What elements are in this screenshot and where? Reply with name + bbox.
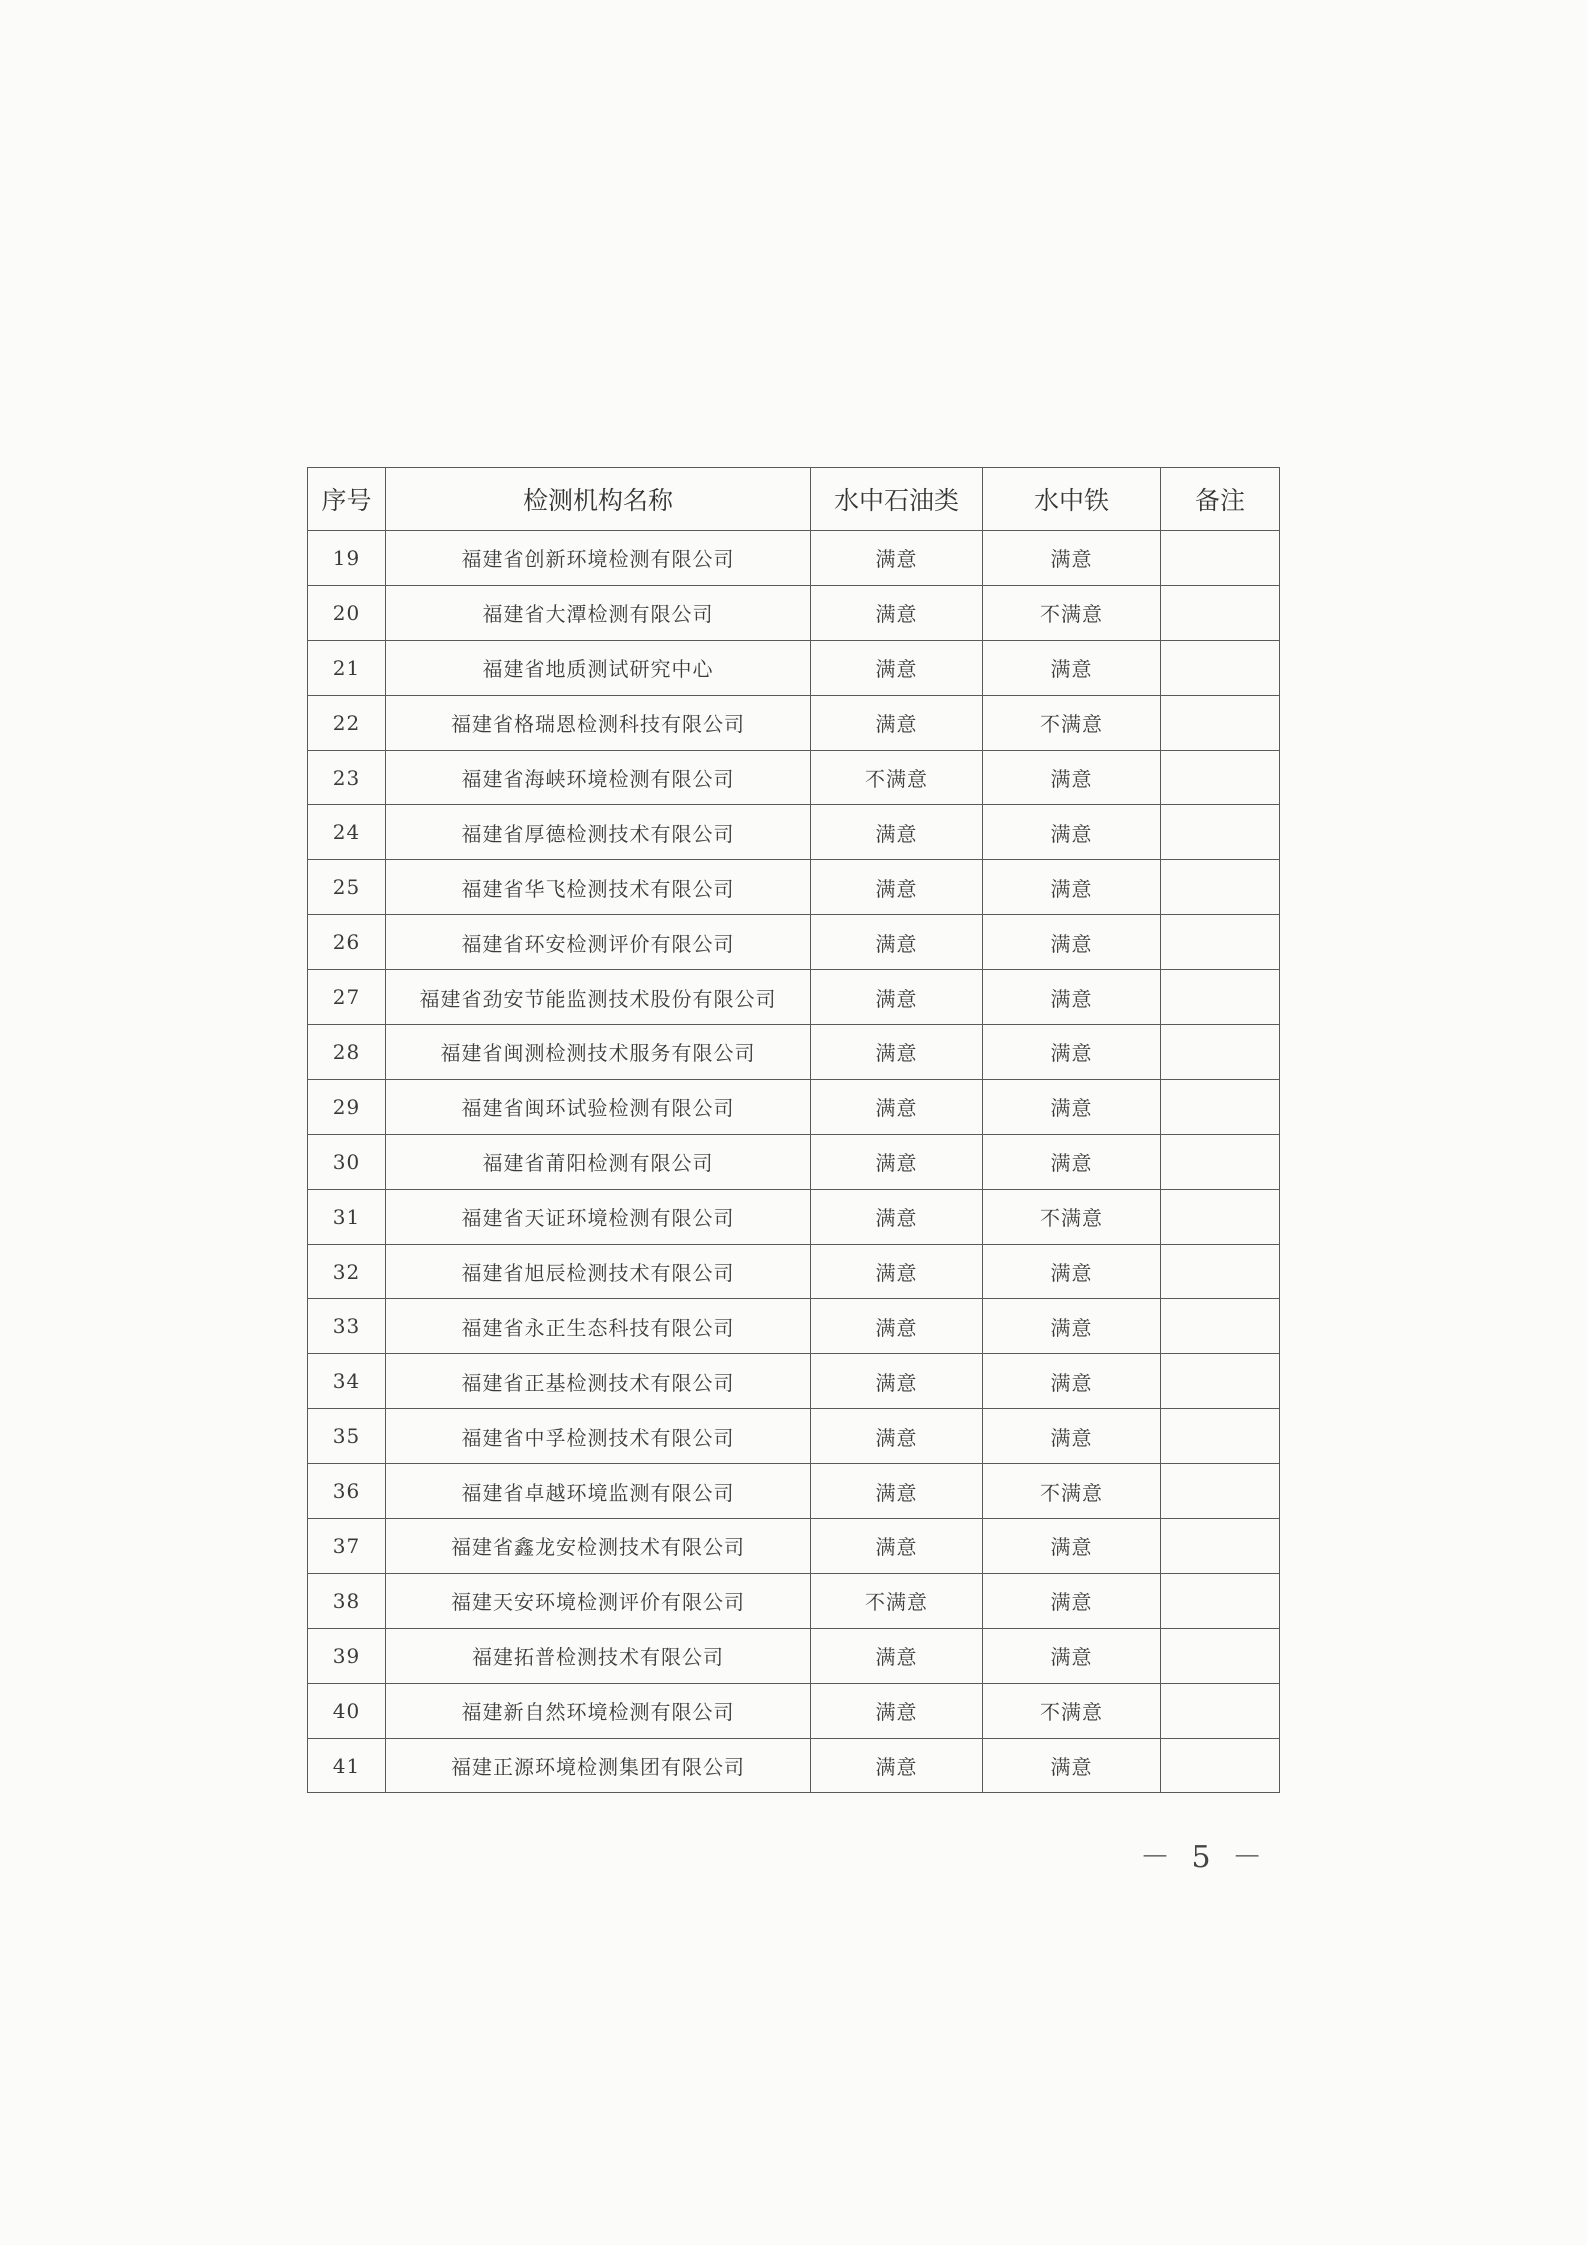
cell-remark xyxy=(1161,970,1280,1025)
table-row xyxy=(308,1299,1280,1354)
cell-seq: 38 xyxy=(308,1573,386,1628)
cell-iron-result: 满意 xyxy=(983,640,1161,695)
table-row xyxy=(308,1025,1280,1080)
cell-iron-result: 满意 xyxy=(983,1244,1161,1299)
cell-oil-result: 满意 xyxy=(811,805,983,860)
cell-institution-name: 福建正源环境检测集团有限公司 xyxy=(386,1738,811,1793)
cell-oil-result: 满意 xyxy=(811,970,983,1025)
cell-remark xyxy=(1161,1409,1280,1464)
cell-seq: 32 xyxy=(308,1244,386,1299)
table-row xyxy=(308,1409,1280,1464)
cell-seq: 24 xyxy=(308,805,386,860)
table-row xyxy=(308,1683,1280,1738)
cell-remark xyxy=(1161,1134,1280,1189)
cell-iron-result: 满意 xyxy=(983,1299,1161,1354)
cell-oil-result: 满意 xyxy=(811,1628,983,1683)
cell-remark xyxy=(1161,1079,1280,1134)
table-row xyxy=(308,1189,1280,1244)
cell-institution-name: 福建省地质测试研究中心 xyxy=(386,640,811,695)
cell-seq: 30 xyxy=(308,1134,386,1189)
cell-institution-name: 福建省天证环境检测有限公司 xyxy=(386,1189,811,1244)
cell-seq: 34 xyxy=(308,1354,386,1409)
page-number: － 5 － xyxy=(1140,1840,1269,1875)
cell-institution-name: 福建省格瑞恩检测科技有限公司 xyxy=(386,695,811,750)
cell-oil-result: 满意 xyxy=(811,1683,983,1738)
cell-iron-result: 不满意 xyxy=(983,585,1161,640)
cell-remark xyxy=(1161,695,1280,750)
cell-seq: 28 xyxy=(308,1025,386,1080)
cell-seq: 25 xyxy=(308,860,386,915)
cell-remark xyxy=(1161,915,1280,970)
table-row xyxy=(308,695,1280,750)
cell-iron-result: 满意 xyxy=(983,1738,1161,1793)
cell-oil-result: 满意 xyxy=(811,585,983,640)
header-seq: 序号 xyxy=(308,468,386,531)
cell-remark xyxy=(1161,805,1280,860)
cell-iron-result: 满意 xyxy=(983,1628,1161,1683)
cell-remark xyxy=(1161,1573,1280,1628)
cell-oil-result: 满意 xyxy=(811,1079,983,1134)
cell-institution-name: 福建省中孚检测技术有限公司 xyxy=(386,1409,811,1464)
cell-institution-name: 福建省海峡环境检测有限公司 xyxy=(386,750,811,805)
table-row xyxy=(308,750,1280,805)
cell-institution-name: 福建省正基检测技术有限公司 xyxy=(386,1354,811,1409)
cell-institution-name: 福建省厚德检测技术有限公司 xyxy=(386,805,811,860)
cell-seq: 19 xyxy=(308,531,386,586)
header-oil-in-water: 水中石油类 xyxy=(811,468,983,531)
cell-iron-result: 满意 xyxy=(983,1409,1161,1464)
cell-remark xyxy=(1161,640,1280,695)
cell-oil-result: 满意 xyxy=(811,860,983,915)
cell-remark xyxy=(1161,1025,1280,1080)
cell-oil-result: 满意 xyxy=(811,1464,983,1519)
cell-iron-result: 满意 xyxy=(983,805,1161,860)
table-row xyxy=(308,585,1280,640)
cell-institution-name: 福建省卓越环境监测有限公司 xyxy=(386,1464,811,1519)
table-row xyxy=(308,1628,1280,1683)
cell-remark xyxy=(1161,750,1280,805)
cell-oil-result: 满意 xyxy=(811,695,983,750)
cell-remark xyxy=(1161,1464,1280,1519)
cell-oil-result: 满意 xyxy=(811,1738,983,1793)
cell-institution-name: 福建省闽环试验检测有限公司 xyxy=(386,1079,811,1134)
cell-oil-result: 满意 xyxy=(811,1519,983,1574)
cell-oil-result: 满意 xyxy=(811,1134,983,1189)
cell-remark xyxy=(1161,585,1280,640)
cell-oil-result: 满意 xyxy=(811,1354,983,1409)
cell-institution-name: 福建省莆阳检测有限公司 xyxy=(386,1134,811,1189)
cell-seq: 29 xyxy=(308,1079,386,1134)
cell-institution-name: 福建省鑫龙安检测技术有限公司 xyxy=(386,1519,811,1574)
table-row xyxy=(308,1354,1280,1409)
cell-institution-name: 福建省环安检测评价有限公司 xyxy=(386,915,811,970)
cell-seq: 22 xyxy=(308,695,386,750)
cell-oil-result: 满意 xyxy=(811,531,983,586)
cell-institution-name: 福建省大潭检测有限公司 xyxy=(386,585,811,640)
cell-iron-result: 满意 xyxy=(983,1519,1161,1574)
cell-seq: 26 xyxy=(308,915,386,970)
cell-iron-result: 满意 xyxy=(983,1025,1161,1080)
cell-institution-name: 福建新自然环境检测有限公司 xyxy=(386,1683,811,1738)
table-row xyxy=(308,1134,1280,1189)
cell-iron-result: 满意 xyxy=(983,1079,1161,1134)
cell-institution-name: 福建省创新环境检测有限公司 xyxy=(386,531,811,586)
cell-remark xyxy=(1161,1683,1280,1738)
table-header-row xyxy=(308,468,1280,531)
cell-remark xyxy=(1161,1738,1280,1793)
table-row xyxy=(308,915,1280,970)
cell-remark xyxy=(1161,531,1280,586)
table-row xyxy=(308,1519,1280,1574)
cell-remark xyxy=(1161,1519,1280,1574)
table-row xyxy=(308,1244,1280,1299)
cell-iron-result: 满意 xyxy=(983,1573,1161,1628)
cell-seq: 27 xyxy=(308,970,386,1025)
cell-seq: 31 xyxy=(308,1189,386,1244)
table-row xyxy=(308,805,1280,860)
table-row xyxy=(308,1573,1280,1628)
cell-seq: 37 xyxy=(308,1519,386,1574)
table-row xyxy=(308,860,1280,915)
table-row xyxy=(308,1079,1280,1134)
cell-oil-result: 满意 xyxy=(811,1244,983,1299)
cell-seq: 35 xyxy=(308,1409,386,1464)
cell-iron-result: 不满意 xyxy=(983,695,1161,750)
cell-oil-result: 满意 xyxy=(811,1025,983,1080)
cell-seq: 40 xyxy=(308,1683,386,1738)
cell-oil-result: 满意 xyxy=(811,915,983,970)
cell-seq: 23 xyxy=(308,750,386,805)
cell-remark xyxy=(1161,1628,1280,1683)
table-row xyxy=(308,531,1280,586)
cell-institution-name: 福建省劲安节能监测技术股份有限公司 xyxy=(386,970,811,1025)
table-row xyxy=(308,1738,1280,1793)
cell-iron-result: 满意 xyxy=(983,1134,1161,1189)
cell-seq: 36 xyxy=(308,1464,386,1519)
cell-iron-result: 满意 xyxy=(983,1354,1161,1409)
table-row xyxy=(308,1464,1280,1519)
cell-oil-result: 满意 xyxy=(811,640,983,695)
cell-institution-name: 福建天安环境检测评价有限公司 xyxy=(386,1573,811,1628)
cell-remark xyxy=(1161,1244,1280,1299)
cell-institution-name: 福建拓普检测技术有限公司 xyxy=(386,1628,811,1683)
header-institution-name: 检测机构名称 xyxy=(386,468,811,531)
cell-oil-result: 不满意 xyxy=(811,1573,983,1628)
cell-oil-result: 满意 xyxy=(811,1299,983,1354)
table-row xyxy=(308,640,1280,695)
cell-seq: 21 xyxy=(308,640,386,695)
table-body xyxy=(308,531,1280,1793)
cell-remark xyxy=(1161,1299,1280,1354)
cell-institution-name: 福建省永正生态科技有限公司 xyxy=(386,1299,811,1354)
cell-iron-result: 满意 xyxy=(983,915,1161,970)
cell-iron-result: 满意 xyxy=(983,531,1161,586)
cell-institution-name: 福建省闽测检测技术服务有限公司 xyxy=(386,1025,811,1080)
cell-seq: 41 xyxy=(308,1738,386,1793)
cell-seq: 20 xyxy=(308,585,386,640)
cell-remark xyxy=(1161,1189,1280,1244)
cell-institution-name: 福建省旭辰检测技术有限公司 xyxy=(386,1244,811,1299)
cell-iron-result: 满意 xyxy=(983,860,1161,915)
cell-oil-result: 满意 xyxy=(811,1409,983,1464)
cell-seq: 33 xyxy=(308,1299,386,1354)
cell-oil-result: 满意 xyxy=(811,1189,983,1244)
cell-seq: 39 xyxy=(308,1628,386,1683)
cell-oil-result: 不满意 xyxy=(811,750,983,805)
cell-iron-result: 不满意 xyxy=(983,1464,1161,1519)
header-iron-in-water: 水中铁 xyxy=(983,468,1161,531)
cell-remark xyxy=(1161,860,1280,915)
cell-iron-result: 满意 xyxy=(983,970,1161,1025)
cell-institution-name: 福建省华飞检测技术有限公司 xyxy=(386,860,811,915)
cell-remark xyxy=(1161,1354,1280,1409)
table-row xyxy=(308,970,1280,1025)
cell-iron-result: 满意 xyxy=(983,750,1161,805)
results-table xyxy=(307,467,1280,1793)
cell-iron-result: 不满意 xyxy=(983,1683,1161,1738)
cell-iron-result: 不满意 xyxy=(983,1189,1161,1244)
header-remark: 备注 xyxy=(1161,468,1280,531)
